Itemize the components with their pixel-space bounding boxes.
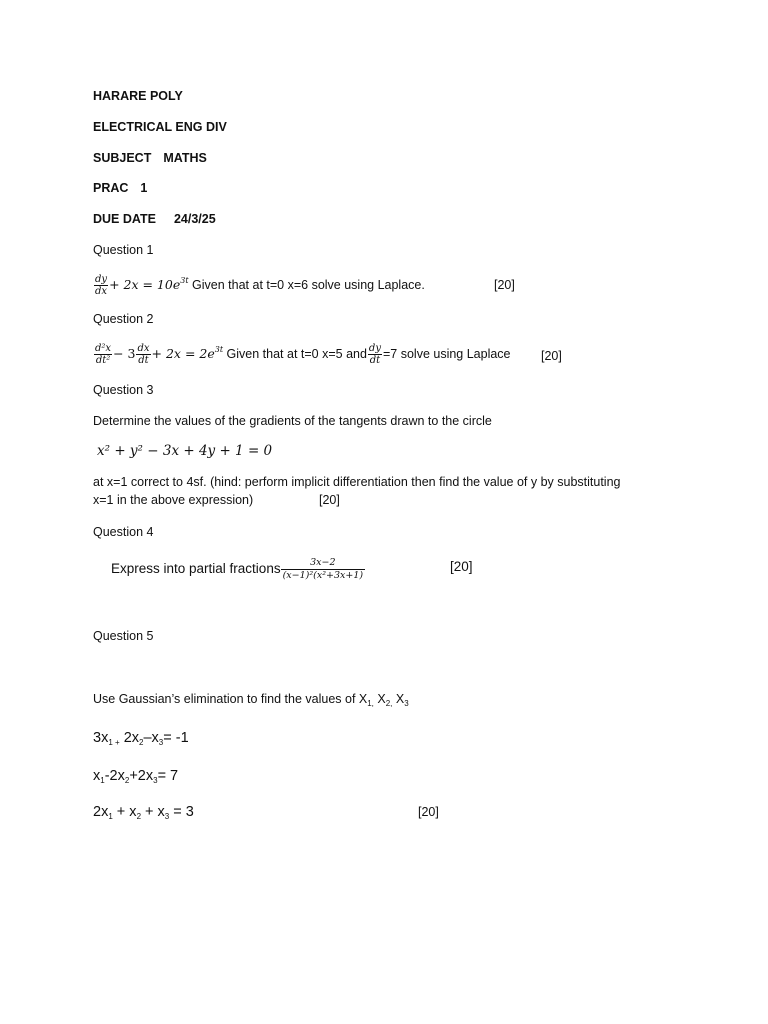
question-1-title: Question 1	[93, 243, 154, 257]
q3-intro: Determine the values of the gradients of the tangents drawn to the circle	[93, 414, 492, 428]
q1-equation: + $2x = 10e^{3t}$	[109, 275, 189, 292]
q2-second-derivative-fraction: $\frac{\text{d²x}}{\text{dt²}}$	[95, 343, 112, 366]
q5-marks: [20]	[418, 805, 439, 819]
subject-line	[93, 150, 207, 166]
prac-line	[93, 180, 147, 196]
q3-marks: [20]	[319, 493, 340, 507]
q1-derivative-fraction: $\frac{dy}{dx}$	[95, 274, 108, 297]
q2-instructions-b: =7 solve using Laplace	[382, 346, 511, 361]
q5-intro: Use Gaussian’s elimination to find the values of $X_{1,}$ $X_{2,}$ $X_3$	[93, 692, 409, 708]
q4-partial-fraction-expression: $\frac{3x-2}{\text{(x−1)²(x²+3x+1)}}$	[282, 557, 364, 581]
q2-equation: + $2x = 2e^{3t}$	[151, 344, 224, 361]
prac-value: 1	[140, 181, 148, 195]
q4-instructions: Express into partial fractions	[111, 561, 281, 577]
q3-note-line-2: x=1 in the above expression)	[93, 493, 254, 507]
question-5-title: Question 5	[93, 629, 154, 643]
division-name: ELECTRICAL ENG DIV	[93, 120, 227, 134]
subject-value: MATHS	[163, 151, 207, 165]
q5-equation-2: $x_1-2x_2+2x_3= 7$	[93, 768, 179, 785]
question-4-title: Question 4	[93, 525, 154, 539]
q2-marks: [20]	[541, 349, 562, 363]
prac-label: PRAC	[93, 181, 129, 195]
q5-equation-3: $2x_1 + x_2 + x_3 = 3$	[93, 804, 194, 821]
due-date-value: 24/3/25	[173, 212, 216, 226]
q3-note-line-1: at x=1 correct to 4sf. (hind: perform implicit differentiation then find the value of y by substituting	[93, 475, 621, 489]
q2-condition-fraction: $\frac{dy}{dt}$	[368, 343, 381, 366]
q5-equation-1: $3x_{1 +}$ $2x_2-x_3= -1$	[93, 730, 189, 747]
question-2-body	[93, 343, 511, 366]
q2-instructions-a: Given that at t=0 x=5 and	[226, 346, 367, 361]
subject-label: SUBJECT	[93, 151, 152, 165]
q1-marks: [20]	[494, 278, 515, 292]
question-1-body	[93, 274, 425, 297]
due-date-line	[93, 211, 216, 227]
question-2-title: Question 2	[93, 312, 154, 326]
q2-minus-three: − 3	[113, 345, 136, 361]
institution-name: HARARE POLY	[93, 89, 183, 103]
q2-first-derivative-fraction: $\frac{dx}{dt}$	[137, 343, 150, 366]
due-date-label: DUE DATE	[93, 212, 156, 226]
q4-marks: [20]	[450, 559, 473, 574]
question-3-title: Question 3	[93, 383, 154, 397]
q3-circle-equation: x² + y² − 3x + 4y + 1 = 0	[97, 443, 273, 459]
q1-instructions: Given that at t=0 x=6 solve using Laplace.	[192, 277, 425, 292]
q4-body	[111, 557, 365, 582]
